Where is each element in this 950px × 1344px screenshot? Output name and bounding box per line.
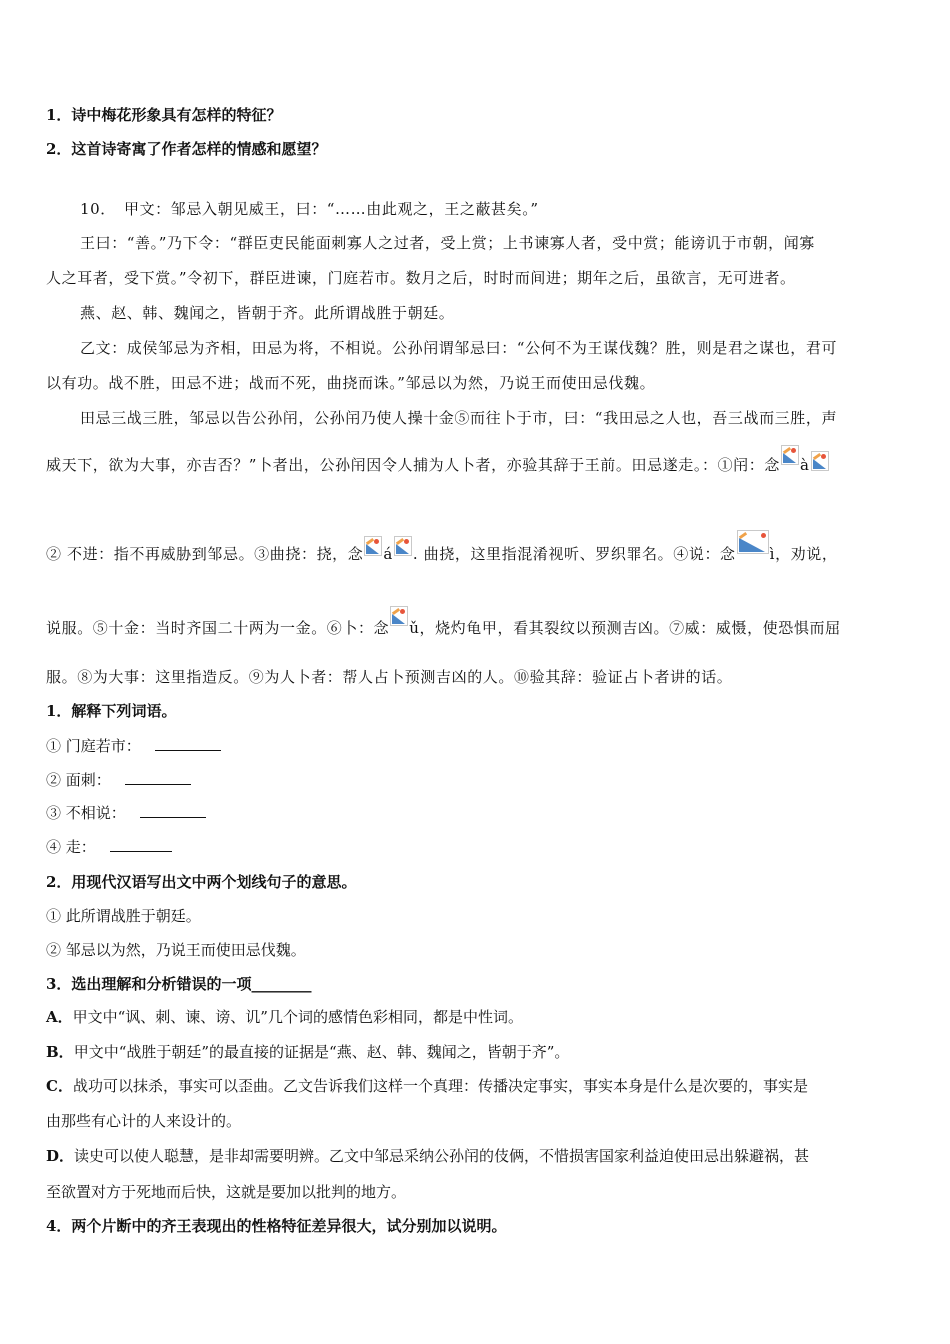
- passage-line-6: 以有功。战不胜，田忌不进；战而不死，曲挠而诛。”邹忌以为然，乃说王而使田忌伐魏。: [46, 374, 656, 392]
- option-c-line-1: C．战功可以抹杀，事实可以歪曲。乙文告诉我们这样一个真理：传播决定事实，事实本身是什么是次要的，事实是: [46, 1077, 808, 1095]
- passage-line-5: 乙文：成侯邹忌为齐相，田忌为将，不相说。公孙闬谓邹忌曰：“公何不为王谋伐魏？胜，则是君之谋也，君可: [80, 339, 838, 357]
- subquestion-4-title: 4．两个片断中的齐王表现出的性格特征差异很大，试分别加以说明。: [46, 1217, 507, 1235]
- broken-image-icon: [390, 606, 408, 626]
- answer-blank[interactable]: [140, 803, 206, 818]
- translate-item-1: ① 此所谓战胜于朝廷。: [46, 907, 201, 925]
- subquestion-3-title: 3．选出理解和分析错误的一项________: [46, 975, 312, 993]
- passage-line-8: [46, 454, 830, 475]
- broken-image-icon: [394, 536, 412, 556]
- passage-line-9-text-a: ② 不进：指不再威胁到邹忌。③曲挠：挠，念: [46, 545, 364, 563]
- passage-line-9: [46, 540, 837, 564]
- passage-line-8-text: 威天下，欲为大事，亦吉否？”卜者出，公孙闬因令人捕为人卜者，亦验其辞于王前。田忌遂走。：①闬：念: [46, 456, 780, 474]
- broken-image-icon: [811, 451, 829, 471]
- pinyin-a-acute: á: [383, 545, 393, 563]
- term-item-4: ④ 走：: [46, 836, 172, 857]
- option-b: B．甲文中“战胜于朝廷”的最直接的证据是“燕、赵、韩、魏闻之，皆朝于齐”。: [46, 1043, 570, 1061]
- passage-line-10-text-a: 说服。⑤十金：当时齐国二十两为一金。⑥卜：念: [46, 619, 390, 637]
- term-item-1: ① 门庭若市：: [46, 735, 221, 756]
- option-c-line-2: 由那些有心计的人来设计的。: [46, 1112, 242, 1130]
- passage-line-9-text-d: ì，劝说，: [769, 545, 838, 563]
- option-a: A．甲文中“讽、刺、谏、谤、讥”几个词的感情色彩相同，都是中性词。: [46, 1008, 523, 1026]
- subquestion-1-title: 1．解释下列词语。: [46, 702, 177, 720]
- passage-line-2: 王曰：“善。”乃下令：“群臣吏民能面刺寡人之过者，受上赏；上书谏寡人者，受中赏；能谤讥于市朝，闻寡: [80, 234, 815, 252]
- option-d-line-1: D．读史可以使人聪慧，是非却需要明辨。乙文中邹忌采纳公孙闬的伎俩，不惜损害国家利益迫使田忌出躲避祸，甚: [46, 1147, 810, 1165]
- pinyin-a-grave: à: [799, 456, 810, 474]
- passage-line-4: 燕、赵、韩、魏闻之，皆朝于齐。此所谓战胜于朝廷。: [80, 304, 455, 322]
- translate-item-2: ② 邹忌以为然，乃说王而使田忌伐魏。: [46, 941, 306, 959]
- passage-line-11: 服。⑧为大事：这里指造反。⑨为人卜者：帮人占卜预测吉凶的人。⑩验其辞：验证占卜者讲的话。: [46, 668, 733, 686]
- passage-line-7: 田忌三战三胜，邹忌以告公孙闬，公孙闬乃使人操十金⑤而往卜于市，曰：“我田忌之人也，吾三战而三胜，声: [80, 409, 838, 427]
- question-1-meihua: 1．诗中梅花形象具有怎样的特征？: [46, 106, 282, 124]
- passage-line-10-text-b: ǔ，烧灼龟甲，看其裂纹以预测吉凶。⑦威：威慑，使恐惧而屈: [409, 619, 841, 637]
- broken-image-icon: [737, 530, 769, 554]
- answer-blank[interactable]: [110, 837, 172, 852]
- question-2-emotion: 2．这首诗寄寓了作者怎样的情感和愿望？: [46, 140, 327, 158]
- option-d-line-2: 至欲置对方于死地而后快，这就是要加以批判的地方。: [46, 1183, 407, 1201]
- passage-line-10: [46, 617, 841, 638]
- answer-blank[interactable]: [155, 736, 221, 751]
- broken-image-icon: [781, 445, 799, 465]
- passage-line-3: 人之耳者，受下赏。”令初下，群臣进谏，门庭若市。数月之后，时时而间进；期年之后，虽欲言，无可进者。: [46, 269, 796, 287]
- term-item-2: ② 面刺：: [46, 769, 191, 790]
- term-item-3: ③ 不相说：: [46, 802, 206, 823]
- broken-image-icon: [364, 536, 382, 556]
- passage-line-9-text-c: . 曲挠，这里指混淆视听、罗织罪名。④说：念: [412, 545, 736, 563]
- answer-blank[interactable]: [125, 770, 191, 785]
- passage-line-1: 10． 甲文：邹忌入朝见威王，曰：“……由此观之，王之蔽甚矣。”: [80, 200, 539, 218]
- subquestion-2-title: 2．用现代汉语写出文中两个划线句子的意思。: [46, 873, 357, 891]
